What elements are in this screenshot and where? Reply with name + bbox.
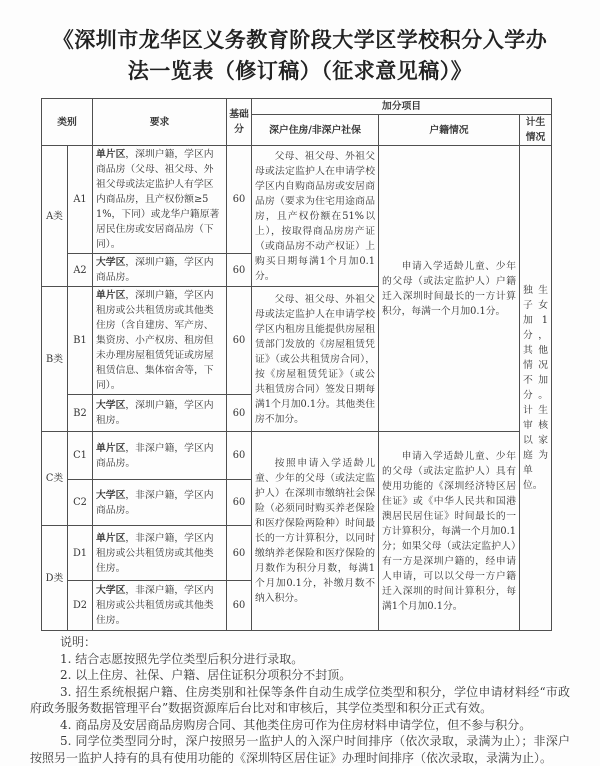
header-requirement: 要求 [93, 99, 227, 146]
note-item-4: 4. 商品房及安居商品房购房合同、其他类住房可作为住房材料申请学位，但不参与积分。 [60, 717, 532, 732]
category-d-cell: D类 [42, 526, 68, 631]
table-row-a1 [42, 146, 552, 254]
row-code-c2: C2 [68, 480, 93, 526]
household-ab-cell: 申请入学适龄儿童、少年的父母（或法定监护人）户籍迁入深圳时间最长的一方计算积分，每满一个月加0.1分。 [379, 146, 520, 432]
header-category: 类别 [42, 99, 93, 146]
row-code-b2: B2 [68, 395, 93, 432]
row-code-c1: C1 [68, 432, 93, 480]
row-code-b1: B1 [68, 287, 93, 395]
bonus-housing-a-cell: 父母、祖父母、外祖父母或法定监护人在申请学校学区内自购商品房或安居商品房（要求为住宅用途商品房，且产权份额在51%以上），按取得商品房房产证（或商品房不动产权证）上购买日期每满1个月加0.1分。 [252, 146, 379, 287]
row-code-d2: D2 [68, 581, 93, 631]
row-code-a1: A1 [68, 146, 93, 254]
requirement-d1 [93, 526, 227, 581]
note-item-2: 2. 以上住房、社保、户籍、居住证积分项积分不封顶。 [60, 668, 352, 682]
title-line-1: 《深圳市龙华区义务教育阶段大学区学校积分入学办 [52, 27, 548, 52]
note-item-5: 5. 同学位类型同分时，深户按照另一监护人的入深户时间排序（依次录取，录满为止）；非深户按照另一监护人持有的具有使用功能的《深圳特区居住证》办理时间排序（依次录取，录满为止）。 [30, 734, 570, 765]
requirement-b1-lead: 单片区 [96, 290, 126, 301]
requirement-a2-lead: 大学区 [96, 257, 126, 268]
requirement-a1-rest: ，深圳户籍，学区内商品房（父母、祖父母、外祖父母或法定监护人有学区内商品房，且产权份额≥51%，下同）或龙华户籍原著居民住房或安居商品房（下同）。 [96, 149, 220, 250]
base-score-d1: 60 [227, 526, 252, 581]
note-item-3: 3. 招生系统根据户籍、住房类别和社保等条件自动生成学位类型和积分，学位申请材料经“市政府政务服务数据管理平台”数据资源库后台比对和审核后，其学位类型和积分正式有效。 [30, 684, 570, 715]
points-table [41, 98, 552, 631]
base-score-b1: 60 [227, 287, 252, 395]
requirement-c2 [93, 480, 227, 526]
requirement-a2-rest: ，深圳户籍，学区内商品房。 [96, 257, 214, 283]
title-line-2: 法一览表（修订稿）（征求意见稿）》 [127, 58, 473, 83]
requirement-b1-rest: ，深圳户籍，学区内租房或公共租赁房或其他类住房（含自建房、军产房、集资房、小产权房、租房但未办理房屋租赁凭证或房屋租赁信息、集体宿舍等，下同）。 [96, 290, 214, 391]
header-bonus-items: 加分项目 [252, 99, 552, 115]
notes-section [30, 634, 570, 766]
table-row-c1 [42, 432, 552, 480]
category-b-cell: B类 [42, 287, 68, 432]
category-c-cell: C类 [42, 432, 68, 526]
requirement-b2-lead: 大学区 [96, 400, 126, 411]
base-score-c2: 60 [227, 480, 252, 526]
notes-label: 说明： [60, 635, 97, 649]
base-score-d2: 60 [227, 581, 252, 631]
base-score-b2: 60 [227, 395, 252, 432]
requirement-b2-rest: ，深圳户籍，学区内租房。 [96, 400, 214, 426]
bonus-housing-b-cell: 父母、祖父母、外祖父母或法定监护人在申请学校学区内租房且能提供房屋租赁部门发放的《房屋租赁凭证》（或公共租赁房合同），按《房屋租赁凭证》（或公共租赁房合同）签发日期每满1个月加0.1分。其他类住房不加分。 [252, 287, 379, 432]
category-a-cell: A类 [42, 146, 68, 287]
requirement-d2-rest: ，非深户籍，学区内租房或公共租赁房或其他类住房。 [96, 585, 214, 626]
note-item-1: 1. 结合志愿按照先学位类型后积分进行录取。 [60, 651, 304, 666]
requirement-b2 [93, 395, 227, 432]
header-household: 户籍情况 [379, 115, 520, 146]
header-housing-social: 深户住房/非深户社保 [252, 115, 379, 146]
header-family-planning: 计生情况 [520, 115, 552, 146]
requirement-a1 [93, 146, 227, 254]
requirement-c1 [93, 432, 227, 480]
requirement-a2 [93, 254, 227, 287]
requirement-b1 [93, 287, 227, 395]
page-title [0, 0, 600, 86]
header-row-1 [42, 99, 552, 115]
requirement-c2-lead: 大学区 [96, 489, 126, 501]
row-code-a2: A2 [68, 254, 93, 287]
requirement-a1-lead: 单片区 [96, 149, 126, 160]
social-insurance-cd-cell: 按照申请入学适龄儿童、少年的父母（或法定监护人）在深圳市缴纳社会保险（必须同时购买养老保险和医疗保险两险种）时间最长的一方计算积分，以同时缴纳养老保险和医疗保险的月数作为积分月数，每满1个月加0.1分，补缴月数不纳入积分。 [252, 432, 379, 631]
requirement-c2-rest: ，非深户籍，学区内商品房。 [96, 489, 214, 516]
requirement-d2-lead: 大学区 [96, 585, 126, 596]
requirement-d1-lead: 单片区 [96, 532, 126, 544]
requirement-c1-rest: ，非深户籍，学区内商品房。 [96, 442, 214, 469]
row-code-d1: D1 [68, 526, 93, 581]
family-planning-cell: 独生子女加1分，其他情况不加分。计生审核以家庭为单位。 [520, 146, 552, 631]
requirement-c1-lead: 单片区 [96, 442, 126, 454]
base-score-a1: 60 [227, 146, 252, 254]
header-base-score: 基础分 [227, 99, 252, 146]
household-cd-cell: 申请入学适龄儿童、少年的父母（或法定监护人）具有使用功能的《深圳经济特区居住证》或《中华人民共和国港澳居民居住证》时间最长的一方计算积分，每满一个月加0.1分；如果父母（或法定监护人）有一方是深圳户籍的，经申请人申请，可以以父母一方户籍迁入深圳的时间计算积分，每满1个月加0.1分。 [379, 432, 520, 631]
base-score-c1: 60 [227, 432, 252, 480]
requirement-d1-rest: ，非深户籍，学区内租房或公共租赁房或其他类住房。 [96, 532, 214, 574]
requirement-d2 [93, 581, 227, 631]
base-score-a2: 60 [227, 254, 252, 287]
